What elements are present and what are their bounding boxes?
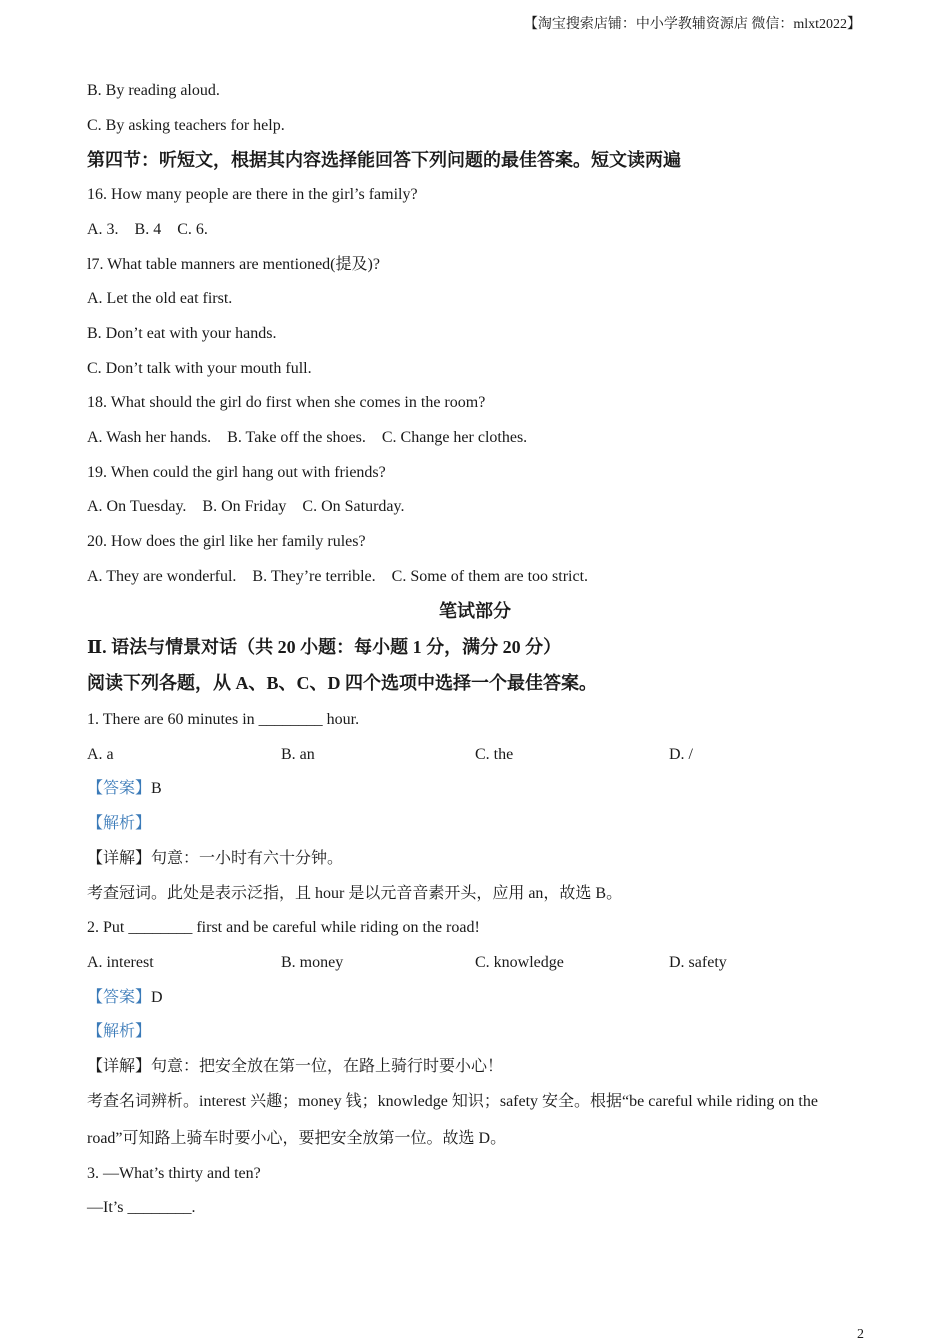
question-3-response: —It’s ________. [87,1199,196,1216]
answer-2 [87,988,163,1008]
q1-option-b: B. an [281,746,315,763]
answer-value: D [151,989,163,1006]
explanation-2-line-2: road”可知路上骑车时要小心，要把安全放第一位。故选 D。 [87,1130,507,1147]
answer-1 [87,779,162,799]
option-a-q17: A. Let the old eat first. [87,290,233,307]
answer-value: B [151,780,162,797]
page-header: 【淘宝搜索店铺：中小学教辅资源店 微信：mlxt2022】 [523,17,861,32]
question-19: 19. When could the girl hang out with friends? [87,464,386,481]
question-17: l7. What table manners are mentioned(提及)? [87,256,380,273]
options-q18: A. Wash her hands. B. Take off the shoes. C. Change her clothes. [87,429,528,446]
q1-option-a: A. a [87,746,114,763]
q2-option-c: C. knowledge [475,954,564,971]
question-3: 3. —What’s thirty and ten? [87,1165,261,1182]
option-b-q15: B. By reading aloud. [87,82,220,99]
analysis-label-2: 【解析】 [87,1023,152,1040]
q2-option-d: D. safety [669,954,727,971]
section-heading-4: 第四节：听短文，根据其内容选择能回答下列问题的最佳答案。短文读两遍 [87,150,681,170]
instructions: 阅读下列各题，从 A、B、C、D 四个选项中选择一个最佳答案。 [87,673,598,693]
q1-option-c: C. the [475,746,514,763]
options-q16: A. 3. B. 4 C. 6. [87,221,208,238]
question-1: 1. There are 60 minutes in ________ hour. [87,711,360,728]
options-q20: A. They are wonderful. B. They’re terrible. C. Some of them are too strict. [87,568,589,585]
option-b-q17: B. Don’t eat with your hands. [87,325,277,342]
explanation-1: 考查冠词。此处是表示泛指，且 hour 是以元音音素开头，应用 an，故选 B。 [87,885,623,902]
page-number: 2 [857,1327,864,1342]
question-20: 20. How does the girl like her family rules? [87,533,366,550]
detail-2: 【详解】句意：把安全放在第一位，在路上骑行时要小心！ [87,1058,504,1075]
analysis-label-1: 【解析】 [87,815,152,832]
answer-label: 【答案】 [87,989,152,1006]
option-c-q17: C. Don’t talk with your mouth full. [87,360,312,377]
options-q19: A. On Tuesday. B. On Friday C. On Saturday. [87,498,405,515]
question-2: 2. Put ________ first and be careful while riding on the road! [87,919,480,936]
question-18: 18. What should the girl do first when she comes in the room? [87,394,486,411]
explanation-2-line-1: 考查名词辨析。interest 兴趣；money 钱；knowledge 知识；safety 安全。根据“be careful while riding on the [87,1093,818,1110]
section-heading-2: Ⅱ. 语法与情景对话（共 20 小题：每小题 1 分，满分 20 分） [87,637,562,657]
option-c-q15: C. By asking teachers for help. [87,117,285,134]
answer-label: 【答案】 [87,780,152,797]
detail-1: 【详解】句意：一小时有六十分钟。 [87,850,344,867]
q2-option-a: A. interest [87,954,154,971]
q2-option-b: B. money [281,954,344,971]
q1-option-d: D. / [669,746,693,763]
question-16: 16. How many people are there in the girl’s family? [87,186,418,203]
written-part-title: 笔试部分 [439,601,511,621]
